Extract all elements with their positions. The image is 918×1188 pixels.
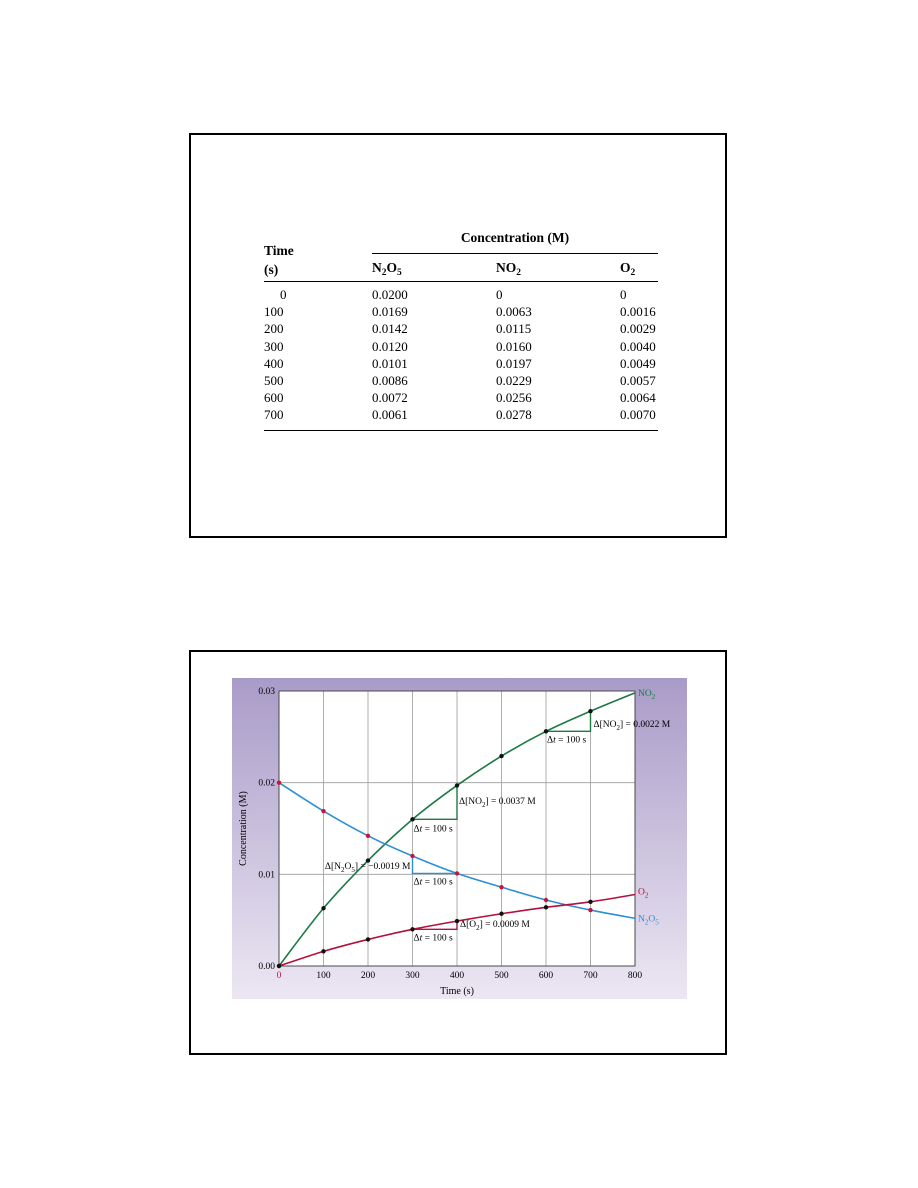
y-axis-label: Concentration (M) [238, 791, 249, 866]
x-tick-label: 600 [538, 971, 554, 981]
time-header [264, 243, 294, 278]
cell-o2: 0.0070 [620, 407, 656, 423]
table-row [264, 390, 658, 407]
cell-time: 100 [264, 304, 284, 320]
cell-o2: 0.0016 [620, 304, 656, 320]
delta-annotation-part: 2 [341, 866, 345, 875]
delta-t-label-part: = 100 s [422, 933, 453, 944]
col-header-no2: $NO_2$ [496, 260, 521, 278]
y-tick-label: 0.02 [258, 778, 275, 789]
x-tick-label: 700 [583, 971, 598, 981]
delta-annotation-part: 2 [476, 923, 480, 932]
table-bottom-rule [264, 430, 658, 431]
col-header-n2o5: $N_2O_5$ [372, 260, 402, 278]
series-label-n2o5-part: N [638, 914, 645, 925]
delta-t-label-part: t [419, 824, 423, 835]
delta-annotation-part: 2 [482, 801, 486, 810]
data-point-o2 [499, 912, 503, 916]
delta-t-label [414, 877, 453, 887]
cell-time: 400 [264, 355, 284, 371]
delta-t-label-part: = 100 s [422, 877, 453, 888]
delta-t-label-part: = 100 s [555, 735, 587, 746]
delta-annotation-part: 5 [351, 866, 355, 875]
cell-n2o5: 0.0061 [372, 407, 408, 423]
series-label-no2-part: NO [638, 688, 652, 699]
delta-annotation-part: 2 [616, 724, 620, 733]
data-point-n2o5 [410, 854, 414, 858]
table-row [264, 356, 658, 373]
delta-annotation-part: O [344, 862, 352, 873]
series-label-o2-part: 2 [644, 891, 649, 900]
cell-n2o5: 0.0072 [372, 390, 408, 406]
delta-t-label-part: Δ [547, 735, 554, 746]
series-label-n2o5-part: 5 [655, 918, 659, 927]
header-rule [372, 253, 658, 254]
cell-o2: 0.0064 [620, 390, 656, 406]
header-bottom-rule [264, 281, 658, 282]
data-point-o2 [366, 937, 370, 941]
cell-o2: 0.0049 [620, 355, 656, 371]
delta-t-label-part: t [419, 877, 423, 888]
table-row [264, 304, 658, 321]
cell-n2o5: 0.0200 [372, 287, 408, 302]
cell-time: 300 [264, 338, 284, 354]
data-point-o2 [410, 927, 414, 931]
cell-no2: 0.0256 [496, 390, 532, 406]
data-point-no2 [499, 754, 503, 758]
cell-time: 200 [264, 321, 284, 337]
cell-no2: 0.0278 [496, 407, 532, 423]
x-tick-label: 300 [405, 971, 420, 981]
x-axis-label: Time (s) [440, 986, 474, 997]
cell-n2o5: 0.0086 [372, 373, 408, 388]
x-tick-label: 800 [627, 971, 643, 981]
cell-no2: 0.0063 [496, 304, 532, 320]
data-point-no2 [588, 709, 592, 713]
data-point-n2o5 [588, 908, 592, 912]
series-label-n2o5-part: O [648, 914, 656, 925]
data-point-o2 [277, 964, 281, 968]
concentration-time-chart [232, 678, 687, 999]
data-point-n2o5 [277, 780, 281, 784]
delta-t-label-part: Δ [413, 824, 420, 835]
data-point-no2 [455, 783, 459, 787]
data-point-o2 [321, 949, 325, 953]
cell-o2: 0.0040 [620, 338, 656, 354]
data-point-n2o5 [544, 898, 548, 902]
table-row [264, 373, 658, 390]
data-point-n2o5 [321, 809, 325, 813]
cell-time: 500 [264, 373, 284, 388]
series-label-n2o5-part: 2 [644, 918, 649, 927]
series-label-o2-part: O [638, 887, 645, 898]
data-point-n2o5 [499, 885, 503, 889]
x-tick-label: 500 [494, 971, 509, 981]
delta-annotation-part: Δ[N [324, 862, 342, 873]
data-point-o2 [455, 919, 459, 923]
cell-no2: 0.0229 [496, 373, 532, 388]
delta-t-label [414, 824, 453, 834]
x-tick-label: 200 [360, 971, 376, 981]
cell-n2o5: 0.0120 [372, 338, 408, 354]
data-point-no2 [544, 729, 548, 733]
table-row [264, 321, 658, 338]
data-point-o2 [544, 905, 548, 909]
delta-annotation-part: Δ[NO [459, 797, 482, 808]
data-point-o2 [588, 900, 592, 904]
cell-no2: 0 [496, 287, 503, 302]
delta-annotation-part: ] = −0.0019 M [354, 862, 411, 873]
slide-table [189, 133, 727, 538]
delta-annotation-part: Δ[O [460, 919, 477, 930]
delta-t-label-part: Δ [413, 933, 420, 944]
data-point-n2o5 [366, 834, 370, 838]
time-header-unit: (s) [264, 262, 279, 277]
delta-annotation-part: ] = 0.0009 M [479, 919, 530, 930]
cell-time: 700 [264, 407, 284, 423]
concentration-header: Concentration (M) [460, 230, 570, 245]
delta-t-label [547, 735, 586, 745]
table-row [264, 339, 658, 356]
time-header-label: Time [264, 243, 294, 258]
delta-t-label-part: Δ [413, 877, 420, 888]
cell-no2: 0.0160 [496, 338, 532, 354]
delta-t-label-part: t [553, 735, 556, 746]
y-tick-label: 0.03 [258, 687, 275, 697]
cell-o2: 0.0057 [620, 373, 656, 388]
cell-time: 0 [280, 287, 287, 302]
slide-chart [189, 650, 727, 1055]
cell-n2o5: 0.0142 [372, 321, 408, 337]
x-tick-label: 400 [449, 971, 465, 981]
x-tick-label: 0 [276, 971, 282, 981]
y-tick-label: 0.00 [258, 962, 275, 972]
cell-n2o5: 0.0101 [372, 355, 408, 371]
delta-annotation-part: ] = 0.0022 M [620, 720, 671, 731]
cell-no2: 0.0115 [496, 321, 532, 337]
cell-o2: 0 [620, 287, 627, 302]
y-tick-label: 0.01 [258, 870, 275, 881]
delta-annotation-part: Δ[NO [593, 720, 617, 731]
series-label-no2-part: 2 [651, 692, 656, 701]
data-point-no2 [410, 817, 414, 821]
cell-no2: 0.0197 [496, 355, 532, 371]
delta-t-label [414, 933, 453, 943]
delta-t-label-part: = 100 s [422, 824, 453, 835]
table-row [264, 287, 658, 304]
x-tick-label: 100 [316, 971, 331, 981]
cell-time: 600 [264, 390, 284, 406]
delta-annotation-part: ] = 0.0037 M [485, 797, 536, 808]
cell-o2: 0.0029 [620, 321, 656, 337]
table-row [264, 407, 658, 424]
col-header-o2: $O_2$ [620, 260, 636, 278]
data-point-n2o5 [455, 871, 459, 875]
data-point-no2 [321, 906, 325, 910]
cell-n2o5: 0.0169 [372, 304, 408, 320]
delta-t-label-part: t [419, 933, 423, 944]
